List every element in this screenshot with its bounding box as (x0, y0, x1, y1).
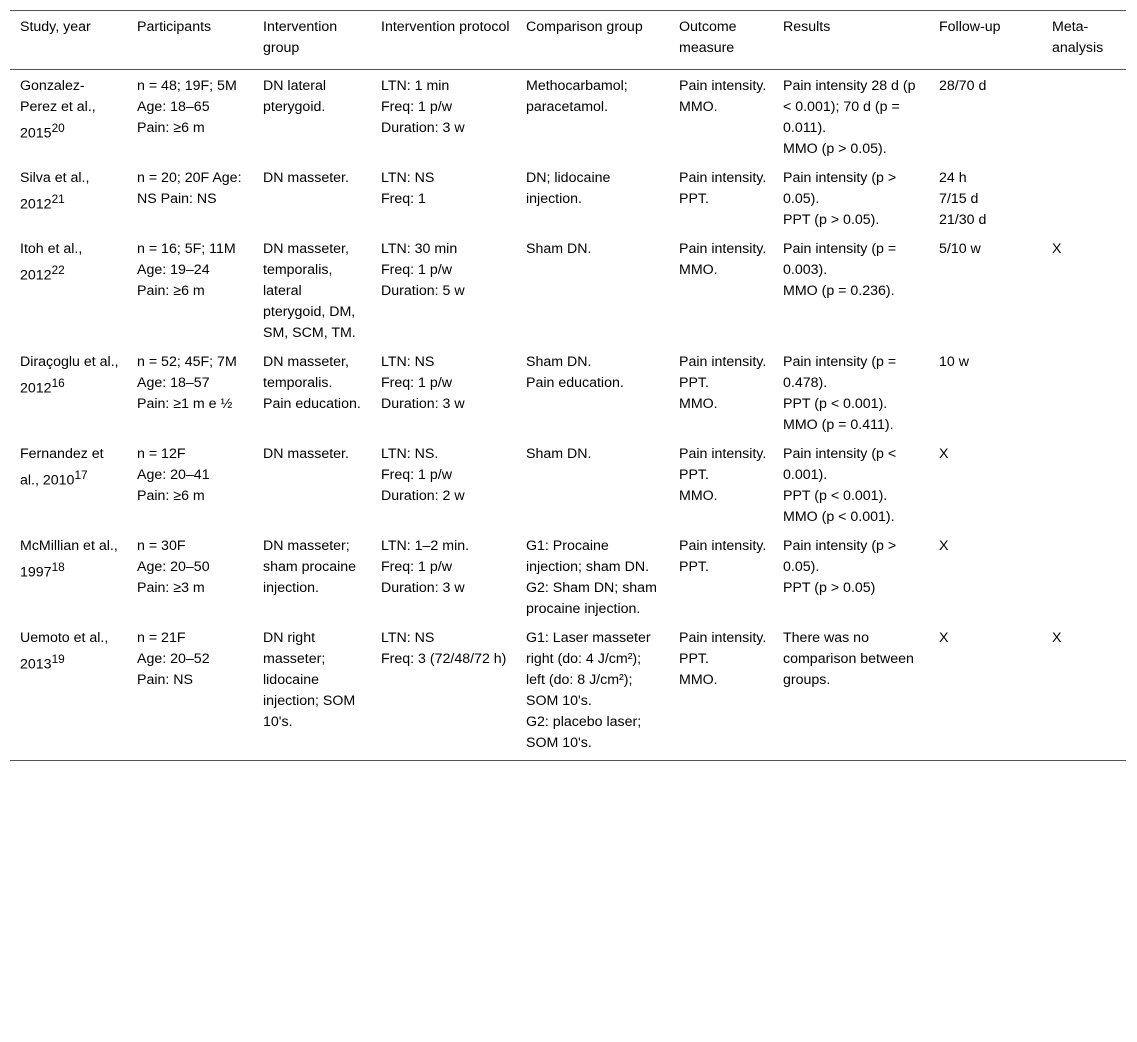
meta-analysis-cell (1042, 70, 1126, 163)
header-follow-up: Follow-up (939, 19, 1001, 35)
table-row (10, 233, 1126, 346)
outcome-measure-cell: Pain intensity. PPT. (679, 538, 767, 575)
study-name: McMillian et al., 1997 (20, 538, 118, 581)
follow-up-cell: 28/70 d (939, 78, 987, 94)
table-row (10, 70, 1126, 163)
outcome-measure-cell: Pain intensity. PPT. (679, 170, 767, 207)
header-comparison-group: Comparison group (526, 19, 643, 35)
comparison-group-cell: Sham DN. (526, 241, 592, 257)
participants-cell: n = 20; 20F Age: NS Pain: NS (137, 170, 242, 207)
table-row (10, 530, 1126, 622)
study-cell (10, 530, 127, 622)
intervention-group-cell: DN masseter, temporalis. Pain education. (263, 354, 361, 412)
reference-number: 17 (74, 468, 88, 482)
study-cell (10, 438, 127, 530)
intervention-group-cell: DN lateral pterygoid. (263, 78, 327, 115)
table-row (10, 162, 1126, 233)
meta-analysis-cell: X (1052, 630, 1062, 646)
study-name: Silva et al., 2012 (20, 170, 90, 213)
reference-number: 18 (51, 560, 65, 574)
follow-up-cell: 24 h 7/15 d 21/30 d (939, 170, 987, 228)
intervention-group-cell: DN right masseter; lidocaine injection; SOM 10's. (263, 630, 356, 730)
intervention-protocol-cell: LTN: 1 min Freq: 1 p/w Duration: 3 w (381, 78, 465, 136)
study-cell (10, 346, 127, 438)
intervention-group-cell: DN masseter. (263, 170, 349, 186)
intervention-protocol-cell: LTN: NS Freq: 1 (381, 170, 435, 207)
participants-cell: n = 30F Age: 20–50 Pain: ≥3 m (137, 538, 210, 596)
header-row (10, 11, 1126, 70)
study-name: Diraçoglu et al., 2012 (20, 354, 119, 397)
meta-analysis-cell (1042, 162, 1126, 233)
study-cell (10, 162, 127, 233)
comparison-group-cell: G1: Laser masseter right (do: 4 J/cm²); left (do: 8 J/cm²); SOM 10's. G2: placebo laser; SOM 10's. (526, 630, 651, 751)
follow-up-cell: X (939, 446, 949, 462)
study-name: Fernandez et al., 2010 (20, 446, 104, 489)
header-study: Study, year (20, 19, 91, 35)
meta-analysis-cell: X (1052, 241, 1062, 257)
results-cell: Pain intensity (p = 0.003). MMO (p = 0.236). (783, 241, 897, 299)
participants-cell: n = 21F Age: 20–52 Pain: NS (137, 630, 210, 688)
reference-number: 21 (51, 192, 65, 206)
participants-cell: n = 48; 19F; 5M Age: 18–65 Pain: ≥6 m (137, 78, 237, 136)
table-row (10, 622, 1126, 761)
table-row (10, 438, 1126, 530)
header-intervention-protocol: Intervention protocol (381, 19, 510, 35)
study-name: Uemoto et al., 2013 (20, 630, 109, 673)
results-cell: Pain intensity (p > 0.05). PPT (p > 0.05) (783, 538, 897, 596)
intervention-protocol-cell: LTN: NS Freq: 1 p/w Duration: 3 w (381, 354, 465, 412)
intervention-group-cell: DN masseter. (263, 446, 349, 462)
study-name: Itoh et al., 2012 (20, 241, 83, 284)
outcome-measure-cell: Pain intensity. MMO. (679, 78, 767, 115)
outcome-measure-cell: Pain intensity. PPT. MMO. (679, 630, 767, 688)
meta-analysis-cell (1042, 346, 1126, 438)
follow-up-cell: 5/10 w (939, 241, 981, 257)
results-cell: Pain intensity 28 d (p < 0.001); 70 d (p = 0.011). MMO (p > 0.05). (783, 78, 916, 157)
header-intervention-group: Intervention group (263, 19, 338, 56)
outcome-measure-cell: Pain intensity. PPT. MMO. (679, 446, 767, 504)
reference-number: 20 (51, 121, 65, 135)
intervention-protocol-cell: LTN: 1–2 min. Freq: 1 p/w Duration: 3 w (381, 538, 470, 596)
table-row (10, 346, 1126, 438)
intervention-protocol-cell: LTN: NS. Freq: 1 p/w Duration: 2 w (381, 446, 465, 504)
header-outcome-measure: Outcome measure (679, 19, 737, 56)
results-cell: There was no comparison between groups. (783, 630, 914, 688)
results-cell: Pain intensity (p < 0.001). PPT (p < 0.001). MMO (p < 0.001). (783, 446, 897, 525)
participants-cell: n = 52; 45F; 7M Age: 18–57 Pain: ≥1 m e ½ (137, 354, 237, 412)
study-cell (10, 233, 127, 346)
studies-table (10, 10, 1126, 761)
follow-up-cell: X (939, 630, 949, 646)
intervention-protocol-cell: LTN: 30 min Freq: 1 p/w Duration: 5 w (381, 241, 465, 299)
meta-analysis-cell (1042, 530, 1126, 622)
header-results: Results (783, 19, 831, 35)
follow-up-cell: 10 w (939, 354, 969, 370)
study-name: Gonzalez-Perez et al., 2015 (20, 78, 96, 142)
reference-number: 22 (51, 263, 65, 277)
outcome-measure-cell: Pain intensity. PPT. MMO. (679, 354, 767, 412)
comparison-group-cell: G1: Procaine injection; sham DN. G2: Sham DN; sham procaine injection. (526, 538, 657, 617)
comparison-group-cell: DN; lidocaine injection. (526, 170, 611, 207)
comparison-group-cell: Methocarbamol; paracetamol. (526, 78, 628, 115)
results-cell: Pain intensity (p > 0.05). PPT (p > 0.05). (783, 170, 897, 228)
reference-number: 16 (51, 376, 65, 390)
study-cell (10, 70, 127, 163)
study-cell (10, 622, 127, 761)
follow-up-cell: X (939, 538, 949, 554)
participants-cell: n = 16; 5F; 11M Age: 19–24 Pain: ≥6 m (137, 241, 236, 299)
table-body (10, 70, 1126, 761)
intervention-group-cell: DN masseter, temporalis, lateral pterygoid, DM, SM, SCM, TM. (263, 241, 356, 341)
participants-cell: n = 12F Age: 20–41 Pain: ≥6 m (137, 446, 210, 504)
outcome-measure-cell: Pain intensity. MMO. (679, 241, 767, 278)
header-meta-analysis: Meta-analysis (1052, 19, 1104, 56)
intervention-group-cell: DN masseter; sham procaine injection. (263, 538, 357, 596)
meta-analysis-cell (1042, 438, 1126, 530)
comparison-group-cell: Sham DN. (526, 446, 592, 462)
intervention-protocol-cell: LTN: NS Freq: 3 (72/48/72 h) (381, 630, 507, 667)
comparison-group-cell: Sham DN. Pain education. (526, 354, 624, 391)
header-participants: Participants (137, 19, 212, 35)
results-cell: Pain intensity (p = 0.478). PPT (p < 0.001). MMO (p = 0.411). (783, 354, 897, 433)
reference-number: 19 (51, 652, 65, 666)
